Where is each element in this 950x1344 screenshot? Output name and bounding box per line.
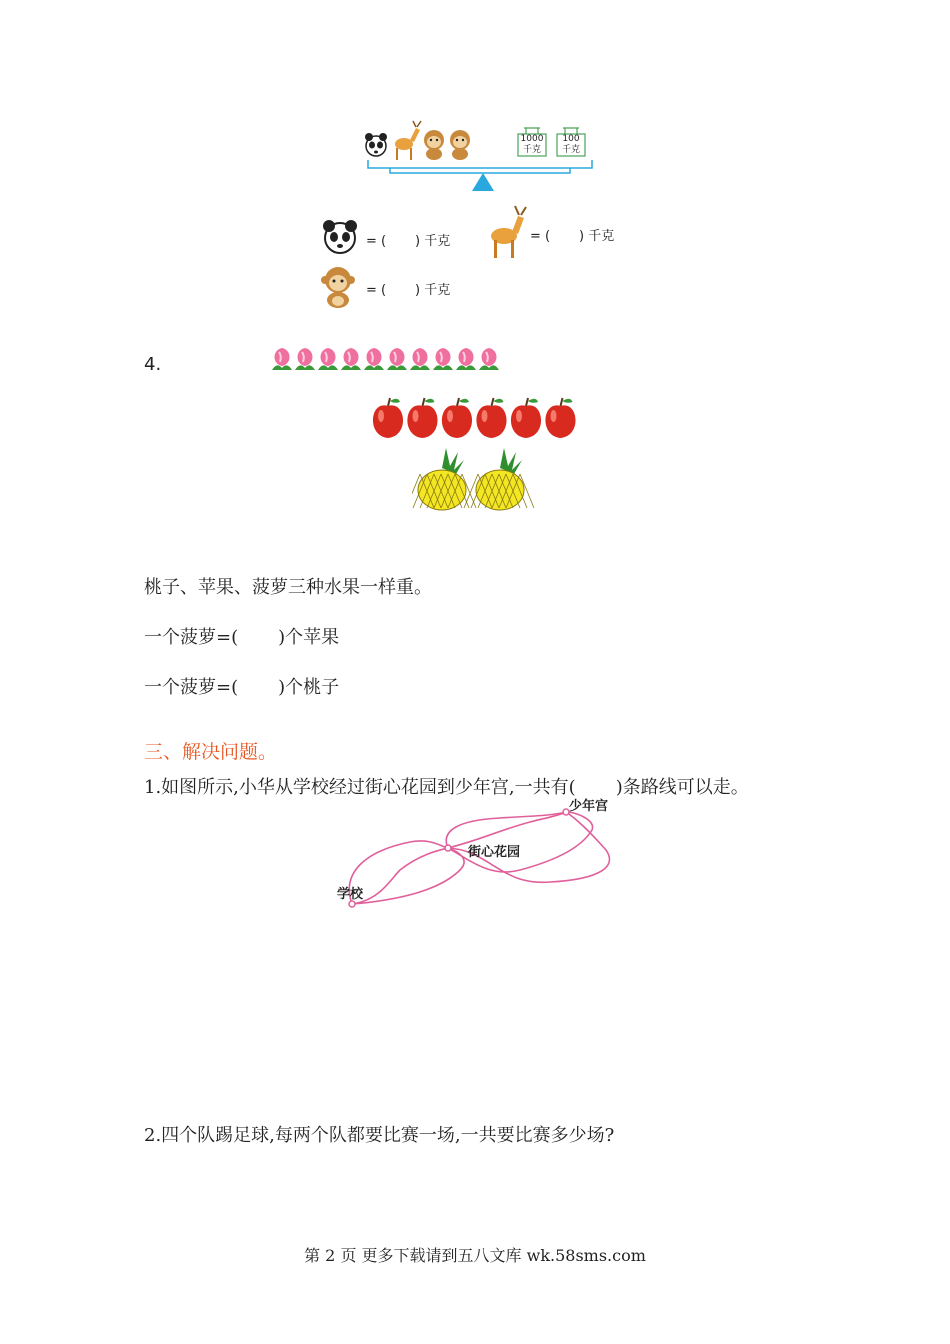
palace-label: 少年宫: [569, 799, 609, 814]
garden-label: 街心花园: [468, 845, 521, 860]
monkey-equation: = ( ) 千克: [366, 283, 451, 298]
pineapple-peach-equation: 一个菠萝=( )个桃子: [144, 677, 340, 698]
monkey-icon: [450, 130, 470, 160]
weight-1000-unit: 千克: [522, 145, 541, 155]
balance-scale-figure: [360, 118, 610, 198]
peach-icon: [479, 348, 499, 370]
question-2: 2.四个队踢足球,每两个队都要比赛一场,一共要比赛多少场?: [144, 1125, 615, 1146]
pineapple-icon: [464, 448, 534, 510]
panda-icon: [320, 218, 360, 256]
monkey-icon: [318, 264, 358, 310]
peach-icon: [318, 348, 338, 370]
peach-icon: [410, 348, 430, 370]
peach-icon: [272, 348, 292, 370]
question-4-statement: 桃子、苹果、菠萝三种水果一样重。: [144, 577, 432, 598]
pineapple-apple-equation: 一个菠萝=( )个苹果: [144, 627, 340, 648]
pineapple-row: [412, 446, 542, 512]
panda-equation: = ( ) 千克: [366, 234, 451, 249]
pineapple-icon: [412, 448, 476, 510]
garden-point: [445, 845, 451, 851]
peach-icon: [433, 348, 453, 370]
route-line: [352, 848, 464, 904]
peach-icon: [456, 348, 476, 370]
weight-1000-value: 1000: [520, 134, 544, 144]
school-label: 学校: [337, 887, 364, 902]
panda-icon: [365, 133, 387, 156]
peach-icon: [364, 348, 384, 370]
apple-icon: [545, 398, 575, 438]
peach-icon: [295, 348, 315, 370]
question-1: 1.如图所示,小华从学校经过街心花园到少年宫,一共有( )条路线可以走。: [144, 777, 749, 798]
monkey-icon: [424, 130, 444, 160]
weight-100-value: 100: [562, 134, 580, 144]
apple-icon: [373, 398, 403, 438]
deer-icon: [484, 204, 528, 260]
apple-icon: [476, 398, 506, 438]
weight-100-unit: 千克: [561, 145, 580, 155]
page-footer: 第 2 页 更多下载请到五八文库 wk.58sms.com: [304, 1246, 646, 1265]
peach-icon: [341, 348, 361, 370]
peach-icon: [387, 348, 407, 370]
apple-icon: [442, 398, 472, 438]
route-line: [352, 848, 448, 904]
apple-row: [368, 396, 580, 440]
deer-icon: [395, 121, 421, 160]
section-3-heading: 三、解决问题。: [144, 741, 278, 763]
question-4-number: 4.: [144, 354, 162, 375]
apple-icon: [407, 398, 437, 438]
deer-equation: = ( ) 千克: [530, 229, 615, 244]
apple-icon: [511, 398, 541, 438]
peach-row: [270, 344, 510, 374]
